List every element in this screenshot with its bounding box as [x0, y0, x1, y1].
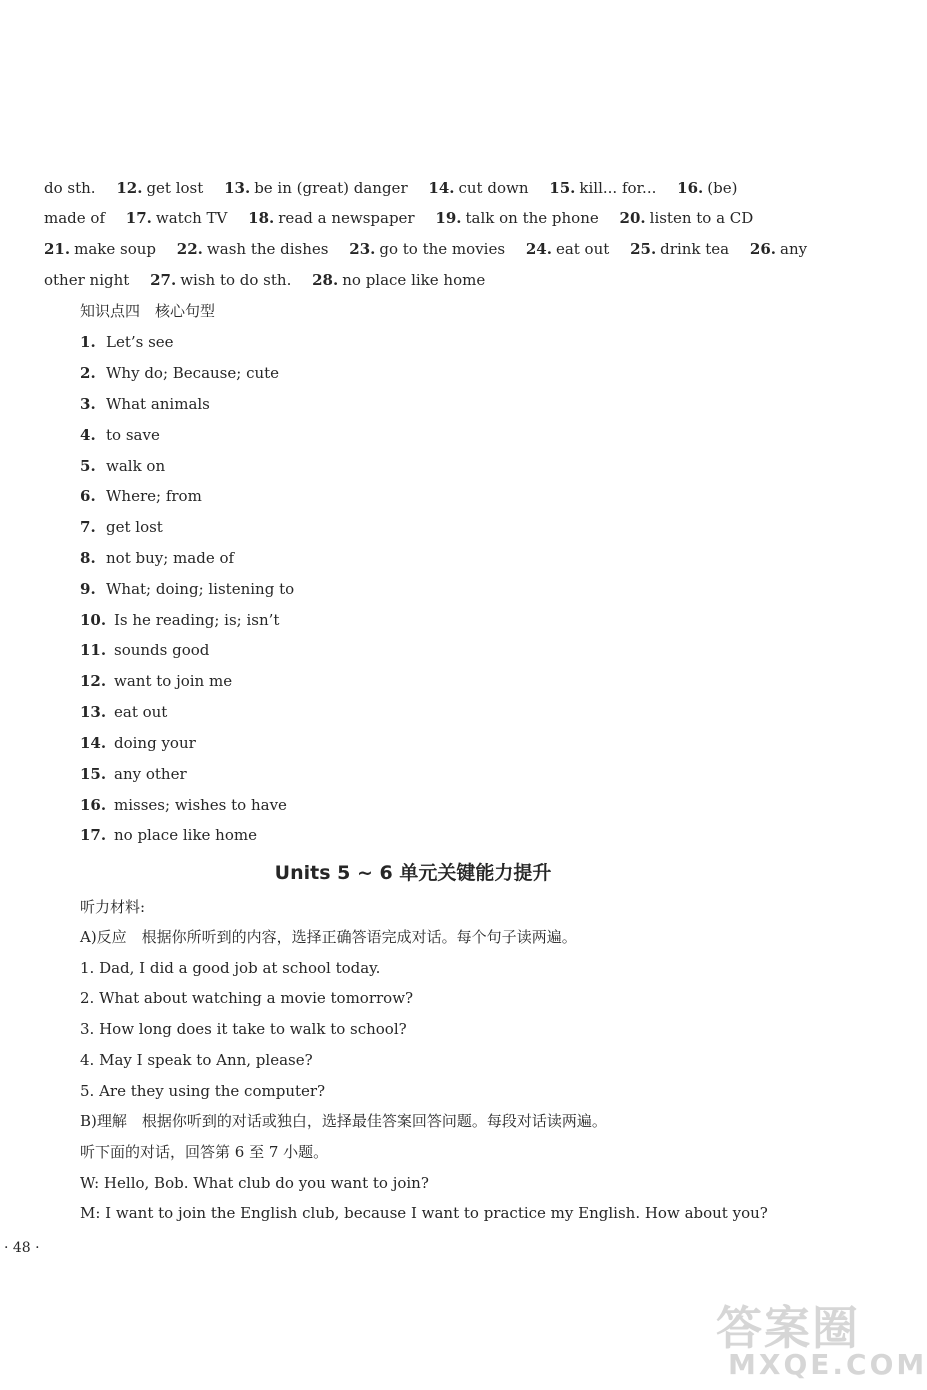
item-text: Where; from [106, 487, 202, 505]
list-item [80, 425, 160, 445]
list-item [80, 610, 279, 630]
item-text: to save [106, 426, 160, 444]
vocab-number: 22. [176, 240, 203, 258]
item-text: doing your [114, 734, 196, 752]
list-item [80, 456, 165, 476]
list-item [80, 363, 279, 383]
item-text: want to join me [114, 672, 233, 690]
vocab-line-4 [44, 270, 485, 290]
listening-heading: 听力材料: [80, 898, 146, 916]
item-text: not buy; made of [106, 549, 235, 567]
part-a-item: 2. What about watching a movie tomorrow? [80, 989, 414, 1007]
list-item [80, 764, 187, 784]
vocab-line-2 [44, 208, 753, 228]
item-number: 3. [80, 395, 96, 413]
item-number: 1. [80, 333, 96, 351]
section-heading: 知识点四 核心句型 [80, 302, 216, 320]
watermark-url: MXQE.COM [728, 1348, 927, 1381]
vocab-text: listen to a CD [649, 209, 754, 227]
list-item [80, 671, 232, 691]
vocab-text: talk on the phone [465, 209, 599, 227]
part-a-item: 4. May I speak to Ann, please? [80, 1051, 313, 1069]
item-text: Is he reading; is; isn’t [114, 611, 280, 629]
vocab-number: 14. [428, 179, 455, 197]
list-item [80, 548, 234, 568]
list-item [80, 486, 202, 506]
vocab-number: 27. [150, 271, 177, 289]
vocab-number: 12. [116, 179, 143, 197]
watermark-logo [716, 1292, 927, 1382]
item-number: 17. [80, 826, 107, 844]
dialog-line: M: I want to join the English club, because I want to practice my English. How about you? [80, 1204, 768, 1222]
vocab-text: wish to do sth. [180, 271, 292, 289]
vocab-line-3 [44, 239, 807, 259]
vocab-number: 15. [549, 179, 576, 197]
item-text: no place like home [114, 826, 257, 844]
list-item [80, 733, 196, 753]
vocab-number: 16. [677, 179, 704, 197]
list-item [80, 640, 209, 660]
vocab-number: 25. [630, 240, 657, 258]
item-number: 11. [80, 641, 107, 659]
vocab-text: read a newspaper [278, 209, 415, 227]
item-text: sounds good [114, 641, 210, 659]
vocab-text: get lost [146, 179, 204, 197]
list-item [80, 702, 167, 722]
part-a-instruction: A)反应 根据你所听到的内容，选择正确答语完成对话。每个句子读两遍。 [80, 928, 577, 946]
item-text: What; doing; listening to [106, 580, 295, 598]
item-text: What animals [106, 395, 210, 413]
vocab-text: drink tea [660, 240, 730, 258]
item-number: 12. [80, 672, 107, 690]
item-number: 4. [80, 426, 96, 444]
vocab-text: make soup [74, 240, 157, 258]
item-number: 2. [80, 364, 96, 382]
list-item [80, 394, 210, 414]
vocab-text: cut down [458, 179, 529, 197]
part-b-instruction: B)理解 根据你听到的对话或独白，选择最佳答案回答问题。每段对话读两遍。 [80, 1112, 607, 1130]
item-number: 6. [80, 487, 96, 505]
part-a-item: 3. How long does it take to walk to school? [80, 1020, 407, 1038]
item-number: 15. [80, 765, 107, 783]
item-text: Why do; Because; cute [106, 364, 280, 382]
vocab-text: any [780, 240, 808, 258]
vocab-number: 19. [435, 209, 462, 227]
unit-title: Units 5 ~ 6 单元关键能力提升 [274, 862, 552, 884]
vocab-number: 20. [619, 209, 646, 227]
vocab-text: no place like home [342, 271, 486, 289]
vocab-text: (be) [707, 179, 738, 197]
item-number: 5. [80, 457, 96, 475]
item-number: 7. [80, 518, 96, 536]
vocab-number: 18. [248, 209, 275, 227]
vocab-number: 24. [525, 240, 552, 258]
vocab-text: watch TV [155, 209, 228, 227]
item-number: 8. [80, 549, 96, 567]
item-number: 16. [80, 796, 107, 814]
list-item [80, 517, 163, 537]
item-text: get lost [106, 518, 163, 536]
vocab-text: go to the movies [379, 240, 506, 258]
vocab-number: 21. [44, 240, 71, 258]
vocab-number: 26. [749, 240, 776, 258]
item-text: walk on [106, 457, 166, 475]
item-text: misses; wishes to have [114, 796, 287, 814]
list-item [80, 579, 294, 599]
vocab-number: 23. [349, 240, 376, 258]
item-text: eat out [114, 703, 168, 721]
item-number: 14. [80, 734, 107, 752]
vocab-text: be in (great) danger [254, 179, 408, 197]
vocab-text: eat out [555, 240, 610, 258]
item-text: any other [114, 765, 187, 783]
dialog-line: W: Hello, Bob. What club do you want to join? [80, 1174, 429, 1192]
item-number: 13. [80, 703, 107, 721]
item-text: Let’s see [106, 333, 174, 351]
vocab-text: made of [44, 209, 105, 227]
part-a-item: 1. Dad, I did a good job at school today. [80, 959, 381, 977]
list-item [80, 795, 287, 815]
vocab-text: wash the dishes [206, 240, 329, 258]
list-item [80, 332, 174, 352]
vocab-number: 17. [125, 209, 152, 227]
watermark-text: 答案圈 [716, 1301, 860, 1355]
part-a-item: 5. Are they using the computer? [80, 1082, 326, 1100]
item-number: 9. [80, 580, 96, 598]
vocab-text: do sth. [44, 179, 96, 197]
page-number: · 48 · [4, 1240, 40, 1256]
vocab-number: 13. [224, 179, 251, 197]
item-number: 10. [80, 611, 107, 629]
list-item [80, 825, 257, 845]
vocab-line-1 [44, 178, 737, 198]
vocab-text: kill... for... [579, 179, 657, 197]
dialog-intro: 听下面的对话，回答第 6 至 7 小题。 [80, 1143, 329, 1161]
vocab-text: other night [44, 271, 130, 289]
vocab-number: 28. [312, 271, 339, 289]
